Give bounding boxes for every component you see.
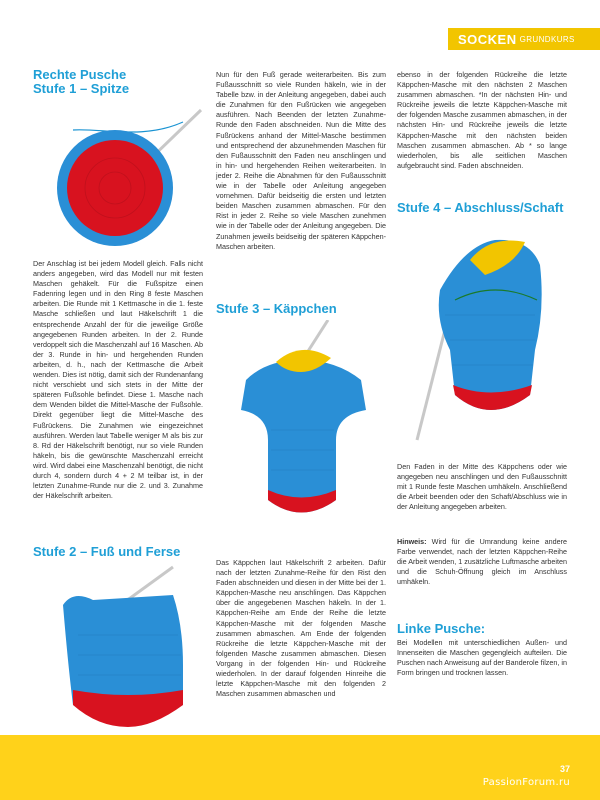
heading-stufe2: Stufe 2 – Fuß und Ferse — [33, 544, 181, 559]
text-col2-top — [216, 70, 386, 252]
header-title: SOCKEN — [458, 31, 517, 47]
paragraph-fussausschnitt: Nun für den Fuß gerade weiterarbeiten. Bis zum Fußausschnitt so viele Runden häkeln, wie in der Tabelle bzw. in der Anleitung angegeben, dabei auch die Zunahmen für den Fußrücken wie angegeben ausführen. Nach Beenden der letzten Zunahme-Runde den Faden abschneiden. Nun die Mitte des Fußrückens anhand der Mittel-Masche bestimmen und entsprechend der abzunehmenden Maschen für den Fußausschnitt den Faden neu anschlingen und in hin- und hergehenden Reihen weiterarbeiten. In jeder 2. Reihe die Abnahmen für den Fußausschnitt wie in der Tabelle oder Anleitung angegeben vornehmen. Dafür beidseitig die ersten und letzten beiden Maschen zusammen abmaschen. Für den Rist in jeder 2. Reihe so viele Maschen zunehmen wie in der Tabelle oder der Anleitung angegeben. Die Zunahmen jeweils beidseitig der späteren Käppchen-Maschen arbeiten. — [216, 70, 386, 251]
heading-stufe4: Stufe 4 – Abschluss/Schaft — [397, 200, 564, 215]
photo-stufe3-kaeppchen — [216, 320, 386, 530]
header-subtitle: GRUNDKURS — [519, 34, 575, 44]
paragraph-kaeppchen-continue: ebenso in der folgenden Rückreihe die letzte Käppchen-Masche mit den nächsten 2 Maschen zusammen abmaschen. *In der nächsten Hin- und Rückreihe jeweils die letzte Käppchen-Masche mit der folgenden Masche zusammen abmaschen, in der nächsten Hin- und Rückreihe jeweils die letzte Käppchen-Masche mit den nächsten beiden Maschen zusammen abmaschen. Ab * so lange wiederholen, bis alle seitlichen Maschen aufgebraucht sind. Faden abschneiden. — [397, 70, 567, 170]
heading-stufe3: Stufe 3 – Käppchen — [216, 301, 337, 316]
photo-stufe2-fuss-ferse — [33, 565, 208, 730]
paragraph-hinweis — [397, 537, 567, 587]
paragraph-kaeppchen: Das Käppchen laut Häkelschrift 2 arbeiten. Dafür nach der letzten Zunahme-Reihe für den Rist den Faden abschneiden und diesen in der Mitte bei der 1. Käppchen-Masche neu anschlingen. Das Käppchen über die angegebenen Maschen häkeln. In der 1. Käppchen-Reihe am Ende der Reihe die letzte Käppchen-Masche mit der folgenden Masche zusammen abmaschen. Am Ende der folgenden Rückreihe die letzte Käppchen-Masche mit der folgenden Masche zusammen abmaschen. Diesen Vorgang in der folgenden Hin- und Rückreihe wiederholen. In der darauf folgenden Hinreihe die letzte Käppchen-Masche mit den folgenden 2 Maschen zusammen abmaschen und — [216, 558, 386, 699]
text-linke — [397, 638, 567, 678]
photo-stufe4-abschluss — [395, 220, 575, 455]
page-number: 37 — [559, 764, 570, 774]
text-col3-top — [397, 70, 567, 171]
hinweis-label: Hinweis: — [397, 537, 427, 546]
photo-stufe1-spitze — [33, 100, 203, 250]
text-stufe1 — [33, 259, 203, 501]
text-col3-stufe4 — [397, 462, 567, 512]
paragraph-stufe1: Der Anschlag ist bei jedem Modell gleich. Falls nicht anders angegeben, wird das Modell nur mit festen Maschen gehäkelt. Für die Fußspitze einen Fadenring legen und in den Ring 8 feste Maschen arbeiten. Die Runde mit 1 Kettmasche in die 1. feste Masche schließen und laut Häkelschrift 1 die entsprechende Anzahl der für die jeweilige Größe angegebenen Runden arbeiten. In der 2. Runde verdoppelt sich die Maschenzahl auf 16 Maschen. Ab der 3. Runde in hin- und hergehenden Runden arbeiten, d. h., nach der Kettmasche die Arbeit wenden. Dies ist nötig, damit sich der Rundenanfang nicht verschiebt und sich stets in der Mitte der späteren Fußsohle befindet. Diese 1. Masche nach dem Wenden bildet die Mittel-Masche der Fußsohle. Direkt gegenüber liegt die Mittel-Masche des Fußrückens. Die Zunahmen wie eingezeichnet ausführen. Werden laut Tabelle weniger M als bis zur 8. Rd der Häkelschrift benötigt, nur so viele Runden häkeln, bis die gewünschte Maschenzahl erreicht wird. Wird dabei eine Maschenzahl benötigt, die nicht durch 4, sondern durch 4 + 2 M teilbar ist, in der letzten Zunahme-Runde nur die 2. und 3. Zunahme der Häkelschrift arbeiten. — [33, 259, 203, 501]
watermark: PassionForum.ru — [482, 777, 570, 788]
heading-linke-pusche: Linke Pusche: — [397, 621, 486, 636]
hinweis-text: Wird für die Umrandung keine andere Farbe verwendet, nach der letzten Käppchen-Reihe die Arbeit wenden, 1 zusätzliche Luftmasche arbeiten und die Schuh-Öffnung gleich im Anschluss umhäkeln. — [397, 537, 567, 587]
heading-rechte-pusche — [33, 68, 193, 96]
section-header-tab — [448, 28, 600, 50]
text-col2-bottom — [216, 558, 386, 699]
heading-line1: Rechte Pusche — [33, 67, 127, 82]
text-hinweis — [397, 537, 567, 587]
footer-band — [0, 735, 600, 800]
heading-line2: Stufe 1 – Spitze — [33, 81, 130, 96]
paragraph-abschluss: Den Faden in der Mitte des Käppchens oder wie angegeben neu anschlingen und den Fußausschnitt mit 1 Runde feste Maschen umhäkeln. Anschließend die Arbeit beenden oder den Schaft/Abschluss wie in der Anleitung angegeben arbeiten. — [397, 462, 567, 512]
paragraph-linke: Bei Modellen mit unterschiedlichen Außen- und Innenseiten die Maschen gegengleich aufteilen. Die Puschen nach Anweisung auf der Banderole filzen, in Form bringen und trocknen lassen. — [397, 638, 567, 678]
